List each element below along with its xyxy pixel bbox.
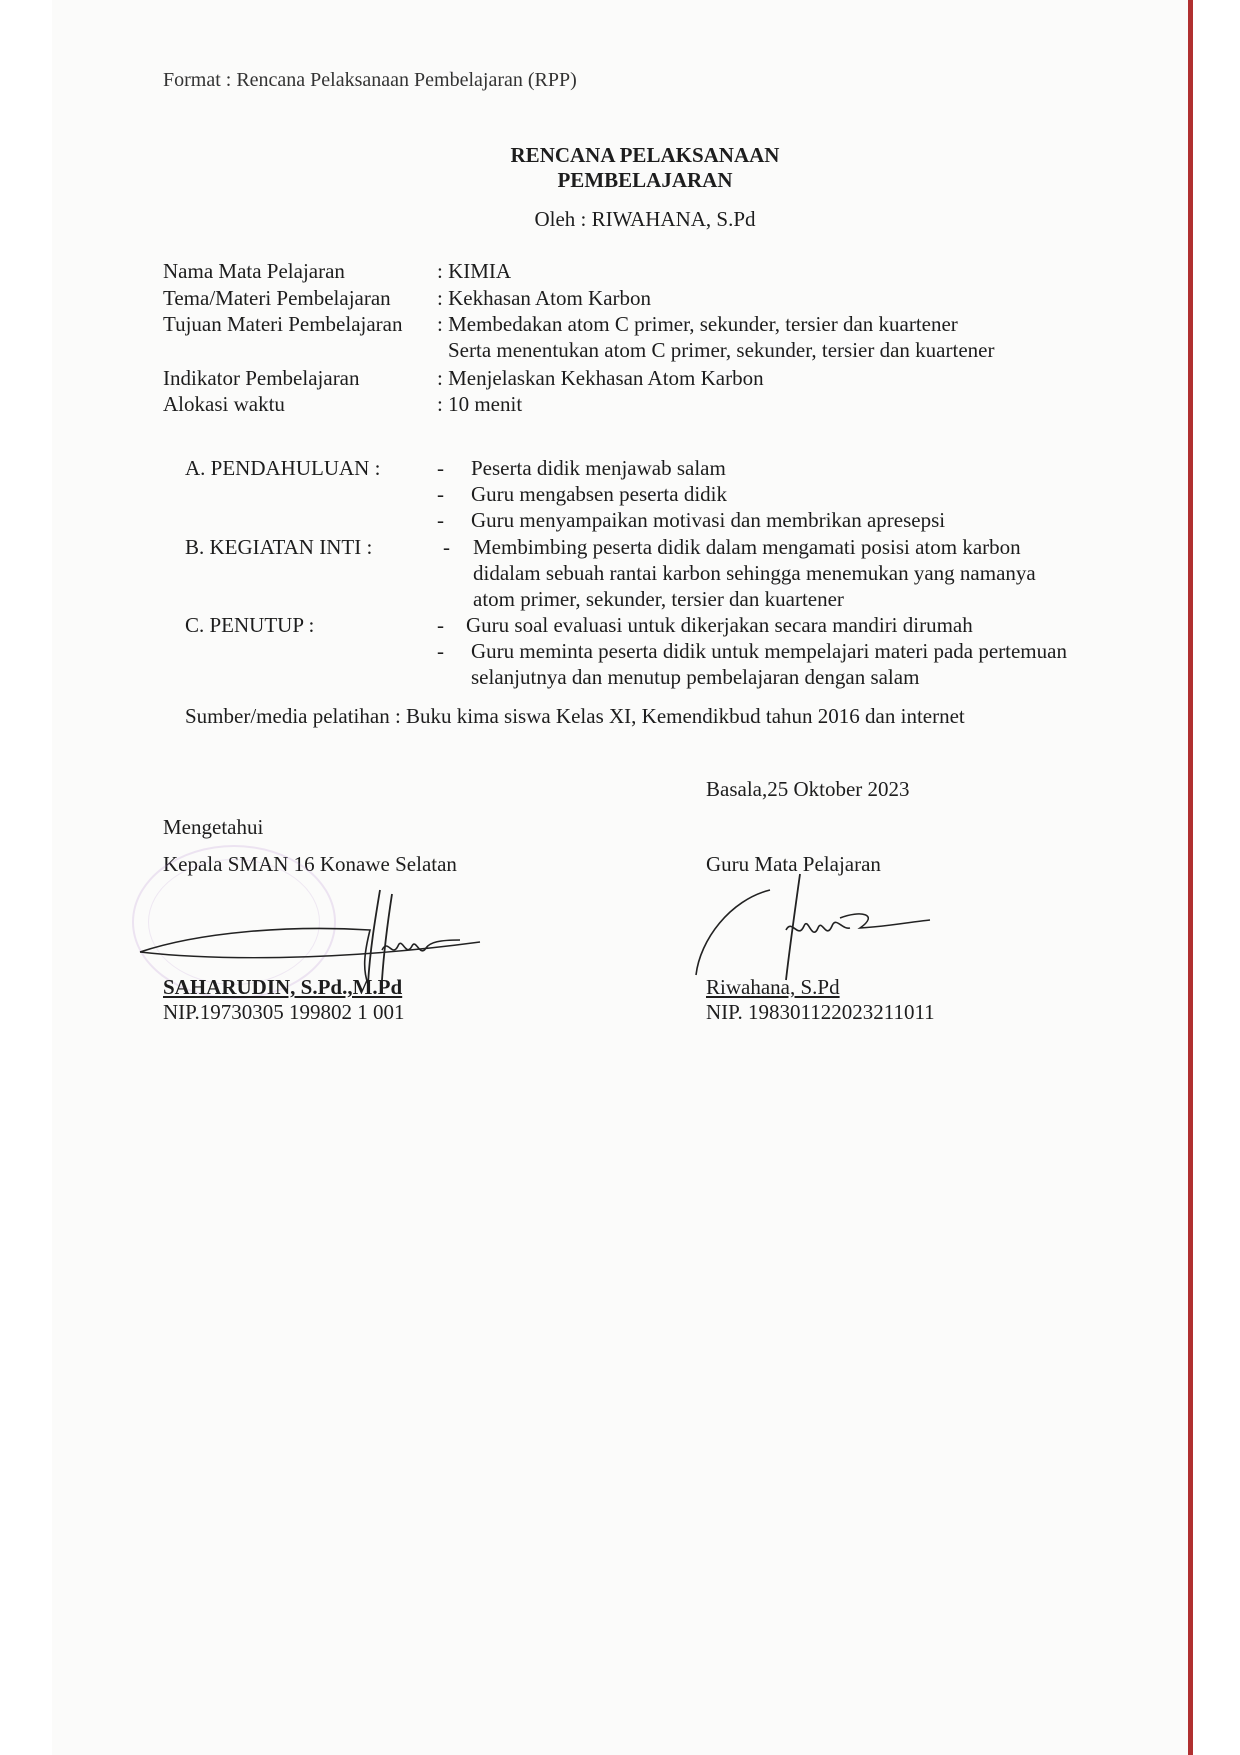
list-dash: - xyxy=(443,535,450,559)
section-c-item-1: Guru soal evaluasi untuk dikerjakan secara mandiri dirumah xyxy=(466,613,973,637)
time-label: Alokasi waktu xyxy=(163,392,285,416)
list-dash: - xyxy=(437,456,444,480)
time-value: : 10 menit xyxy=(437,392,523,416)
section-b-label: B. KEGIATAN INTI : xyxy=(185,535,373,559)
section-a-item-1: Peserta didik menjawab salam xyxy=(471,456,726,480)
teacher-name: Riwahana, S.Pd xyxy=(706,975,840,999)
subject-value: : KIMIA xyxy=(437,259,512,283)
page-edge xyxy=(1188,0,1193,1755)
teacher-nip: NIP. 198301122023211011 xyxy=(706,1000,935,1024)
list-dash: - xyxy=(437,482,444,506)
section-a-label: A. PENDAHULUAN : xyxy=(185,456,381,480)
principal-name: SAHARUDIN, S.Pd.,M.Pd xyxy=(163,975,403,999)
principal-position: Kepala SMAN 16 Konawe Selatan xyxy=(163,852,457,876)
section-a-item-2: Guru mengabsen peserta didik xyxy=(471,482,728,506)
source-line: Sumber/media pelatihan : Buku kima siswa Kelas XI, Kemendikbud tahun 2016 dan internet xyxy=(185,704,965,728)
theme-value: : Kekhasan Atom Karbon xyxy=(437,286,652,310)
author-line: Oleh : RIWAHANA, S.Pd xyxy=(534,207,756,231)
format-line: Format : Rencana Pelaksanaan Pembelajaran (RPP) xyxy=(163,69,577,91)
goal-label: Tujuan Materi Pembelajaran xyxy=(163,312,403,336)
section-b-item-1-line-2: didalam sebuah rantai karbon sehingga menemukan yang namanya xyxy=(473,561,1036,585)
teacher-position: Guru Mata Pelajaran xyxy=(706,852,881,876)
section-c-item-2-line-2: selanjutnya dan menutup pembelajaran dengan salam xyxy=(471,665,920,689)
section-b-item-1-line-1: Membimbing peserta didik dalam mengamati posisi atom karbon xyxy=(473,535,1021,559)
acknowledge-label: Mengetahui xyxy=(163,815,264,839)
place-date: Basala,25 Oktober 2023 xyxy=(706,777,910,801)
list-dash: - xyxy=(437,613,444,637)
principal-nip: NIP.19730305 199802 1 001 xyxy=(163,1000,405,1024)
section-c-item-2-line-1: Guru meminta peserta didik untuk mempelajari materi pada pertemuan xyxy=(471,639,1067,663)
indicator-value: : Menjelaskan Kekhasan Atom Karbon xyxy=(437,366,764,390)
indicator-label: Indikator Pembelajaran xyxy=(163,366,360,390)
list-dash: - xyxy=(437,508,444,532)
section-a-item-3: Guru menyampaikan motivasi dan membrikan apresepsi xyxy=(471,508,946,532)
goal-value-2: Serta menentukan atom C primer, sekunder, tersier dan kuartener xyxy=(448,338,995,362)
title-line-2: PEMBELAJARAN xyxy=(557,168,733,192)
title-line-1: RENCANA PELAKSANAAN xyxy=(510,143,780,167)
teacher-signature xyxy=(690,870,950,990)
section-c-label: C. PENUTUP : xyxy=(185,613,315,637)
section-b-item-1-line-3: atom primer, sekunder, tersier dan kuartener xyxy=(473,587,844,611)
list-dash: - xyxy=(437,639,444,663)
principal-signature xyxy=(130,880,490,990)
theme-label: Tema/Materi Pembelajaran xyxy=(163,286,391,310)
subject-label: Nama Mata Pelajaran xyxy=(163,259,345,283)
goal-value-1: : Membedakan atom C primer, sekunder, tersier dan kuartener xyxy=(437,312,958,336)
